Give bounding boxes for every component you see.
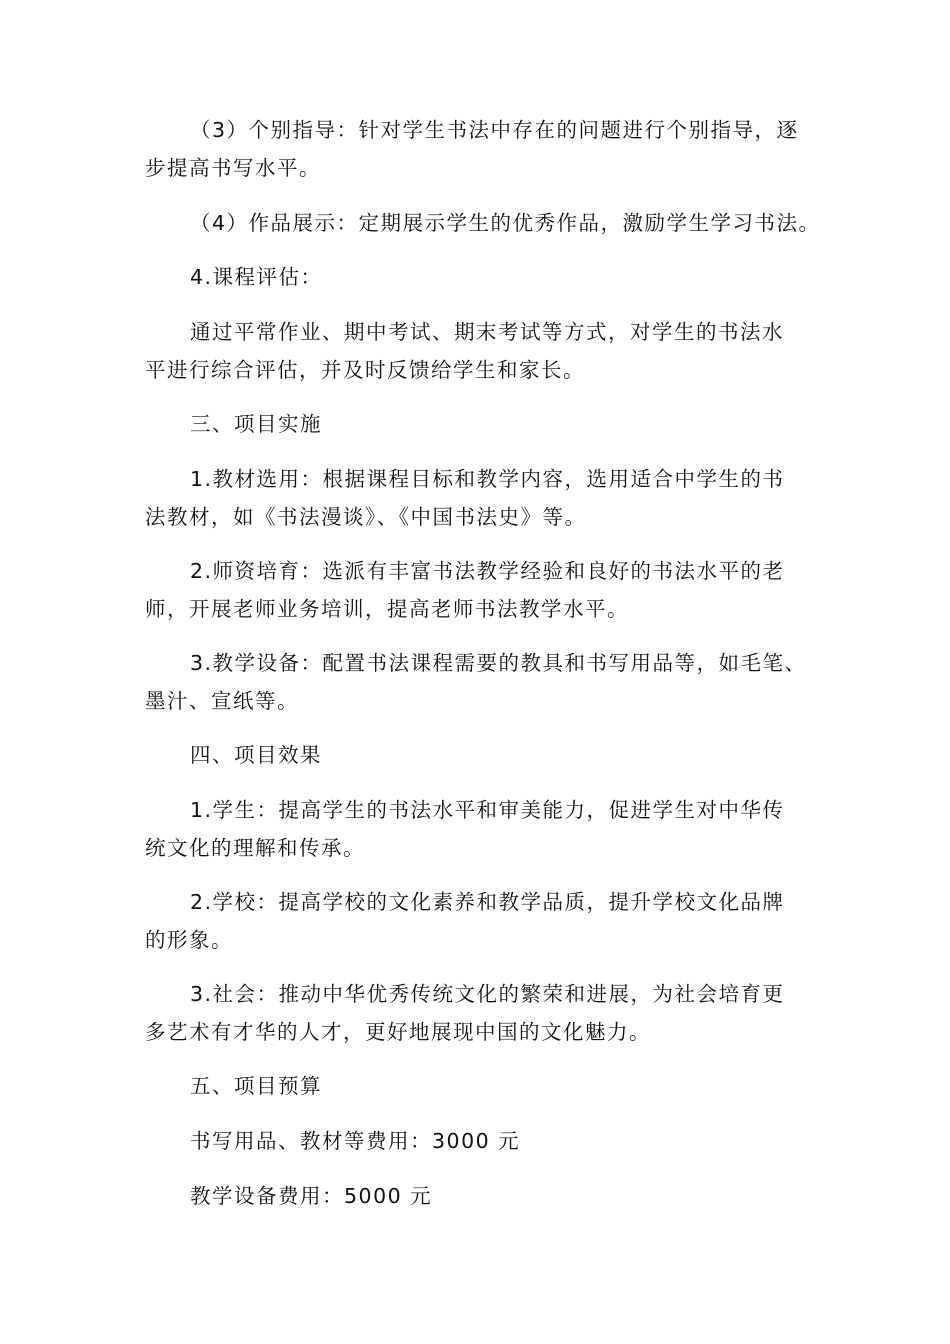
paragraph-line: 多艺术有才华的人才，更好地展现中国的文化魅力。 [145, 1020, 651, 1044]
paragraph-line: （3）个别指导：针对学生书法中存在的问题进行个别指导，逐 [190, 118, 799, 142]
paragraph-line: 统文化的理解和传承。 [145, 836, 365, 860]
paragraph-line: 1.学生：提高学生的书法水平和审美能力，促进学生对中华传 [190, 798, 785, 822]
paragraph-line: 2.师资培育：选派有丰富书法教学经验和良好的书法水平的老 [190, 559, 785, 583]
paragraph-line: （4）作品展示：定期展示学生的优秀作品，激励学生学习书法。 [190, 211, 821, 235]
paragraph-line: 步提高书写水平。 [145, 156, 321, 180]
paragraph-line: 2.学校：提高学校的文化素养和教学品质，提升学校文化品牌 [190, 890, 785, 914]
paragraph-line: 法教材，如《书法漫谈》、《中国书法史》等。 [145, 505, 587, 529]
paragraph-line: 1.教材选用：根据课程目标和教学内容，选用适合中学生的书 [190, 467, 785, 491]
paragraph-line: 平进行综合评估，并及时反馈给学生和家长。 [145, 358, 585, 382]
paragraph-line: 3.社会：推动中华优秀传统文化的繁荣和进展，为社会培育更 [190, 982, 785, 1006]
section-heading: 五、项目预算 [190, 1074, 322, 1098]
section-heading: 三、项目实施 [190, 412, 322, 436]
paragraph-line: 3.教学设备：配置书法课程需要的教具和书写用品等，如毛笔、 [190, 651, 807, 675]
paragraph-line: 的形象。 [145, 928, 233, 952]
budget-line: 教学设备费用：5000 元 [190, 1184, 433, 1208]
budget-line: 书写用品、教材等费用：3000 元 [190, 1129, 521, 1153]
section-heading: 四、项目效果 [190, 743, 322, 767]
section-heading: 4.课程评估： [190, 265, 323, 289]
paragraph-line: 墨汁、宣纸等。 [145, 689, 299, 713]
paragraph-line: 通过平常作业、期中考试、期末考试等方式，对学生的书法水 [190, 320, 784, 344]
paragraph-line: 师，开展老师业务培训，提高老师书法教学水平。 [145, 597, 629, 621]
